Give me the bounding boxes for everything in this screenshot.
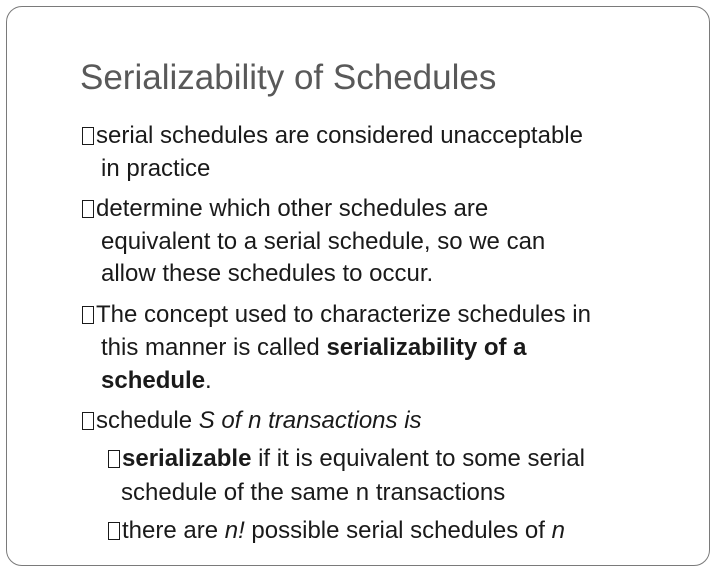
bullet-3-line-2 (101, 333, 527, 362)
bullet-1-line-1: serial schedules are considered unacceptable (96, 122, 583, 149)
sub-bullet-1 (108, 444, 585, 473)
bullet-1 (82, 121, 583, 150)
n-factorial: n! (224, 517, 245, 544)
bullet-4-italic: S of n transactions is (198, 407, 422, 434)
sub-bullet-2-pre: there are (122, 517, 225, 544)
bullet-2 (82, 194, 488, 223)
bullet-1-line-2: in practice (101, 155, 211, 182)
bullet-box-icon (108, 450, 120, 468)
bullet-box-icon (82, 127, 94, 145)
sub-bullet-2 (108, 516, 565, 545)
sub-bullet-1-text: if it is equivalent to some serial (251, 445, 585, 472)
bullet-3 (82, 300, 591, 329)
bullet-4 (82, 406, 422, 435)
bullet-box-icon (82, 200, 94, 218)
n-italic: n (551, 517, 565, 544)
bullet-box-icon (82, 412, 94, 430)
bullet-3-line-1: The concept used to characterize schedules in (96, 301, 591, 328)
bullet-2-line-3: allow these schedules to occur. (101, 260, 434, 287)
schedule-term: schedule (101, 367, 206, 394)
bullet-3-line-3 (101, 366, 212, 395)
serializable-term: serializable (122, 445, 252, 472)
bullet-box-icon (108, 522, 120, 540)
bullet-2-line-1: determine which other schedules are (96, 195, 489, 222)
bullet-3-period: . (205, 367, 212, 394)
serializability-term: serializability of a (326, 334, 527, 361)
bullet-4-text: schedule (96, 407, 199, 434)
bullet-2-line-2: equivalent to a serial schedule, so we can (101, 228, 546, 255)
sub-bullet-2-mid: possible serial schedules of (244, 517, 552, 544)
slide-title: Serializability of Schedules (80, 58, 497, 97)
bullet-3-line-2-text: this manner is called (101, 334, 327, 361)
bullet-box-icon (82, 306, 94, 324)
sub-bullet-1-line-2: schedule of the same n transactions (121, 479, 506, 506)
